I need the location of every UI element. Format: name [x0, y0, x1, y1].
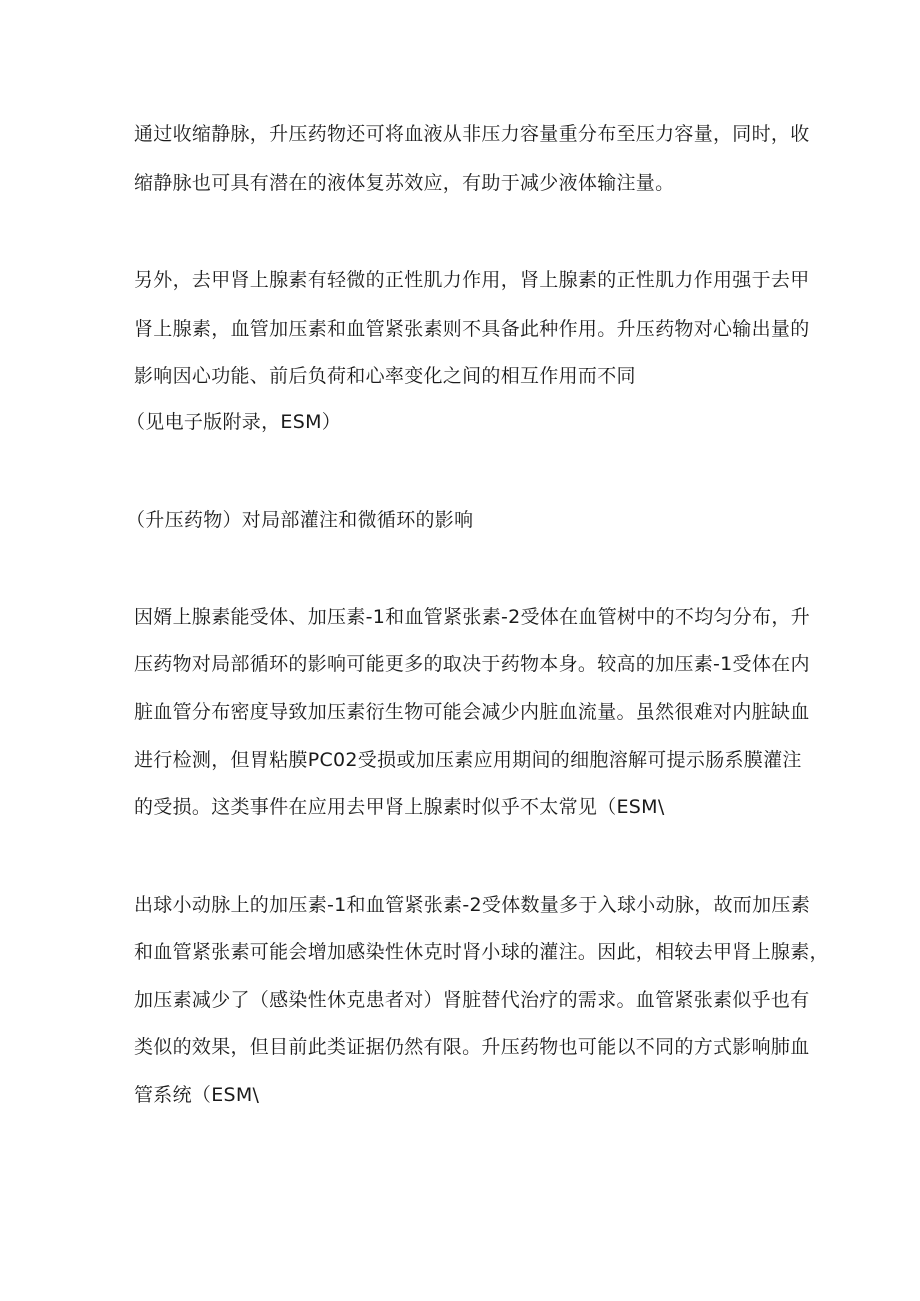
paragraph-4-line-1: 出球小动脉上的加压素-1和血管紧张素-2受体数量多于入球小动脉，故而加压素: [134, 894, 810, 916]
paragraph-1-line-2: 缩静脉也可具有潜在的液体复苏效应，有助于减少液体输注量。: [134, 172, 675, 194]
paragraph-2-line-1: 另外，去甲肾上腺素有轻微的正性肌力作用，肾上腺素的正性肌力作用强于去甲: [134, 269, 810, 291]
paragraph-4-line-3: 加压素减少了（感染性休克患者对）肾脏替代治疗的需求。血管紧张素似乎也有: [134, 989, 810, 1011]
paragraph-4-line-2: 和血管紧张素可能会增加感染性休克时肾小球的灌注。因此，相较去甲肾上腺素，: [134, 941, 829, 963]
paragraph-3-line-1: 因婿上腺素能受体、加压素-1和血管紧张素-2受体在血管树中的不均匀分布，升: [134, 606, 810, 628]
paragraph-3-line-2: 压药物对局部循环的影响可能更多的取决于药物本身。较高的加压素-1受体在内: [134, 653, 810, 675]
paragraph-3-line-5: 的受损。这类事件在应用去甲肾上腺素时似乎不太常见（ESM\: [134, 796, 665, 818]
paragraph-4-line-5: 管系统（ESM\: [134, 1084, 260, 1106]
paragraph-4-line-4: 类似的效果，但目前此类证据仍然有限。升压药物也可能以不同的方式影响肺血: [134, 1036, 810, 1058]
paragraph-2-line-2: 肾上腺素，血管加压素和血管紧张素则不具备此种作用。升压药物对心输出量的: [134, 318, 810, 340]
paragraph-3-line-3: 脏血管分布密度导致加压素衍生物可能会减少内脏血流量。虽然很难对内脏缺血: [134, 701, 810, 723]
paragraph-2-line-4: （见电子版附录，ESM）: [126, 411, 342, 433]
paragraph-2-line-3: 影响因心功能、前后负荷和心率变化之间的相互作用而不同: [134, 365, 636, 387]
paragraph-1-line-1: 通过收缩静脉，升压药物还可将血液从非压力容量重分布至压力容量，同时，收: [134, 123, 810, 145]
paragraph-3-line-4: 进行检测，但胃粘膜PC02受损或加压素应用期间的细胞溶解可提示肠系膜灌注: [134, 749, 802, 771]
section-heading: （升压药物）对局部灌注和微循环的影响: [126, 509, 474, 531]
